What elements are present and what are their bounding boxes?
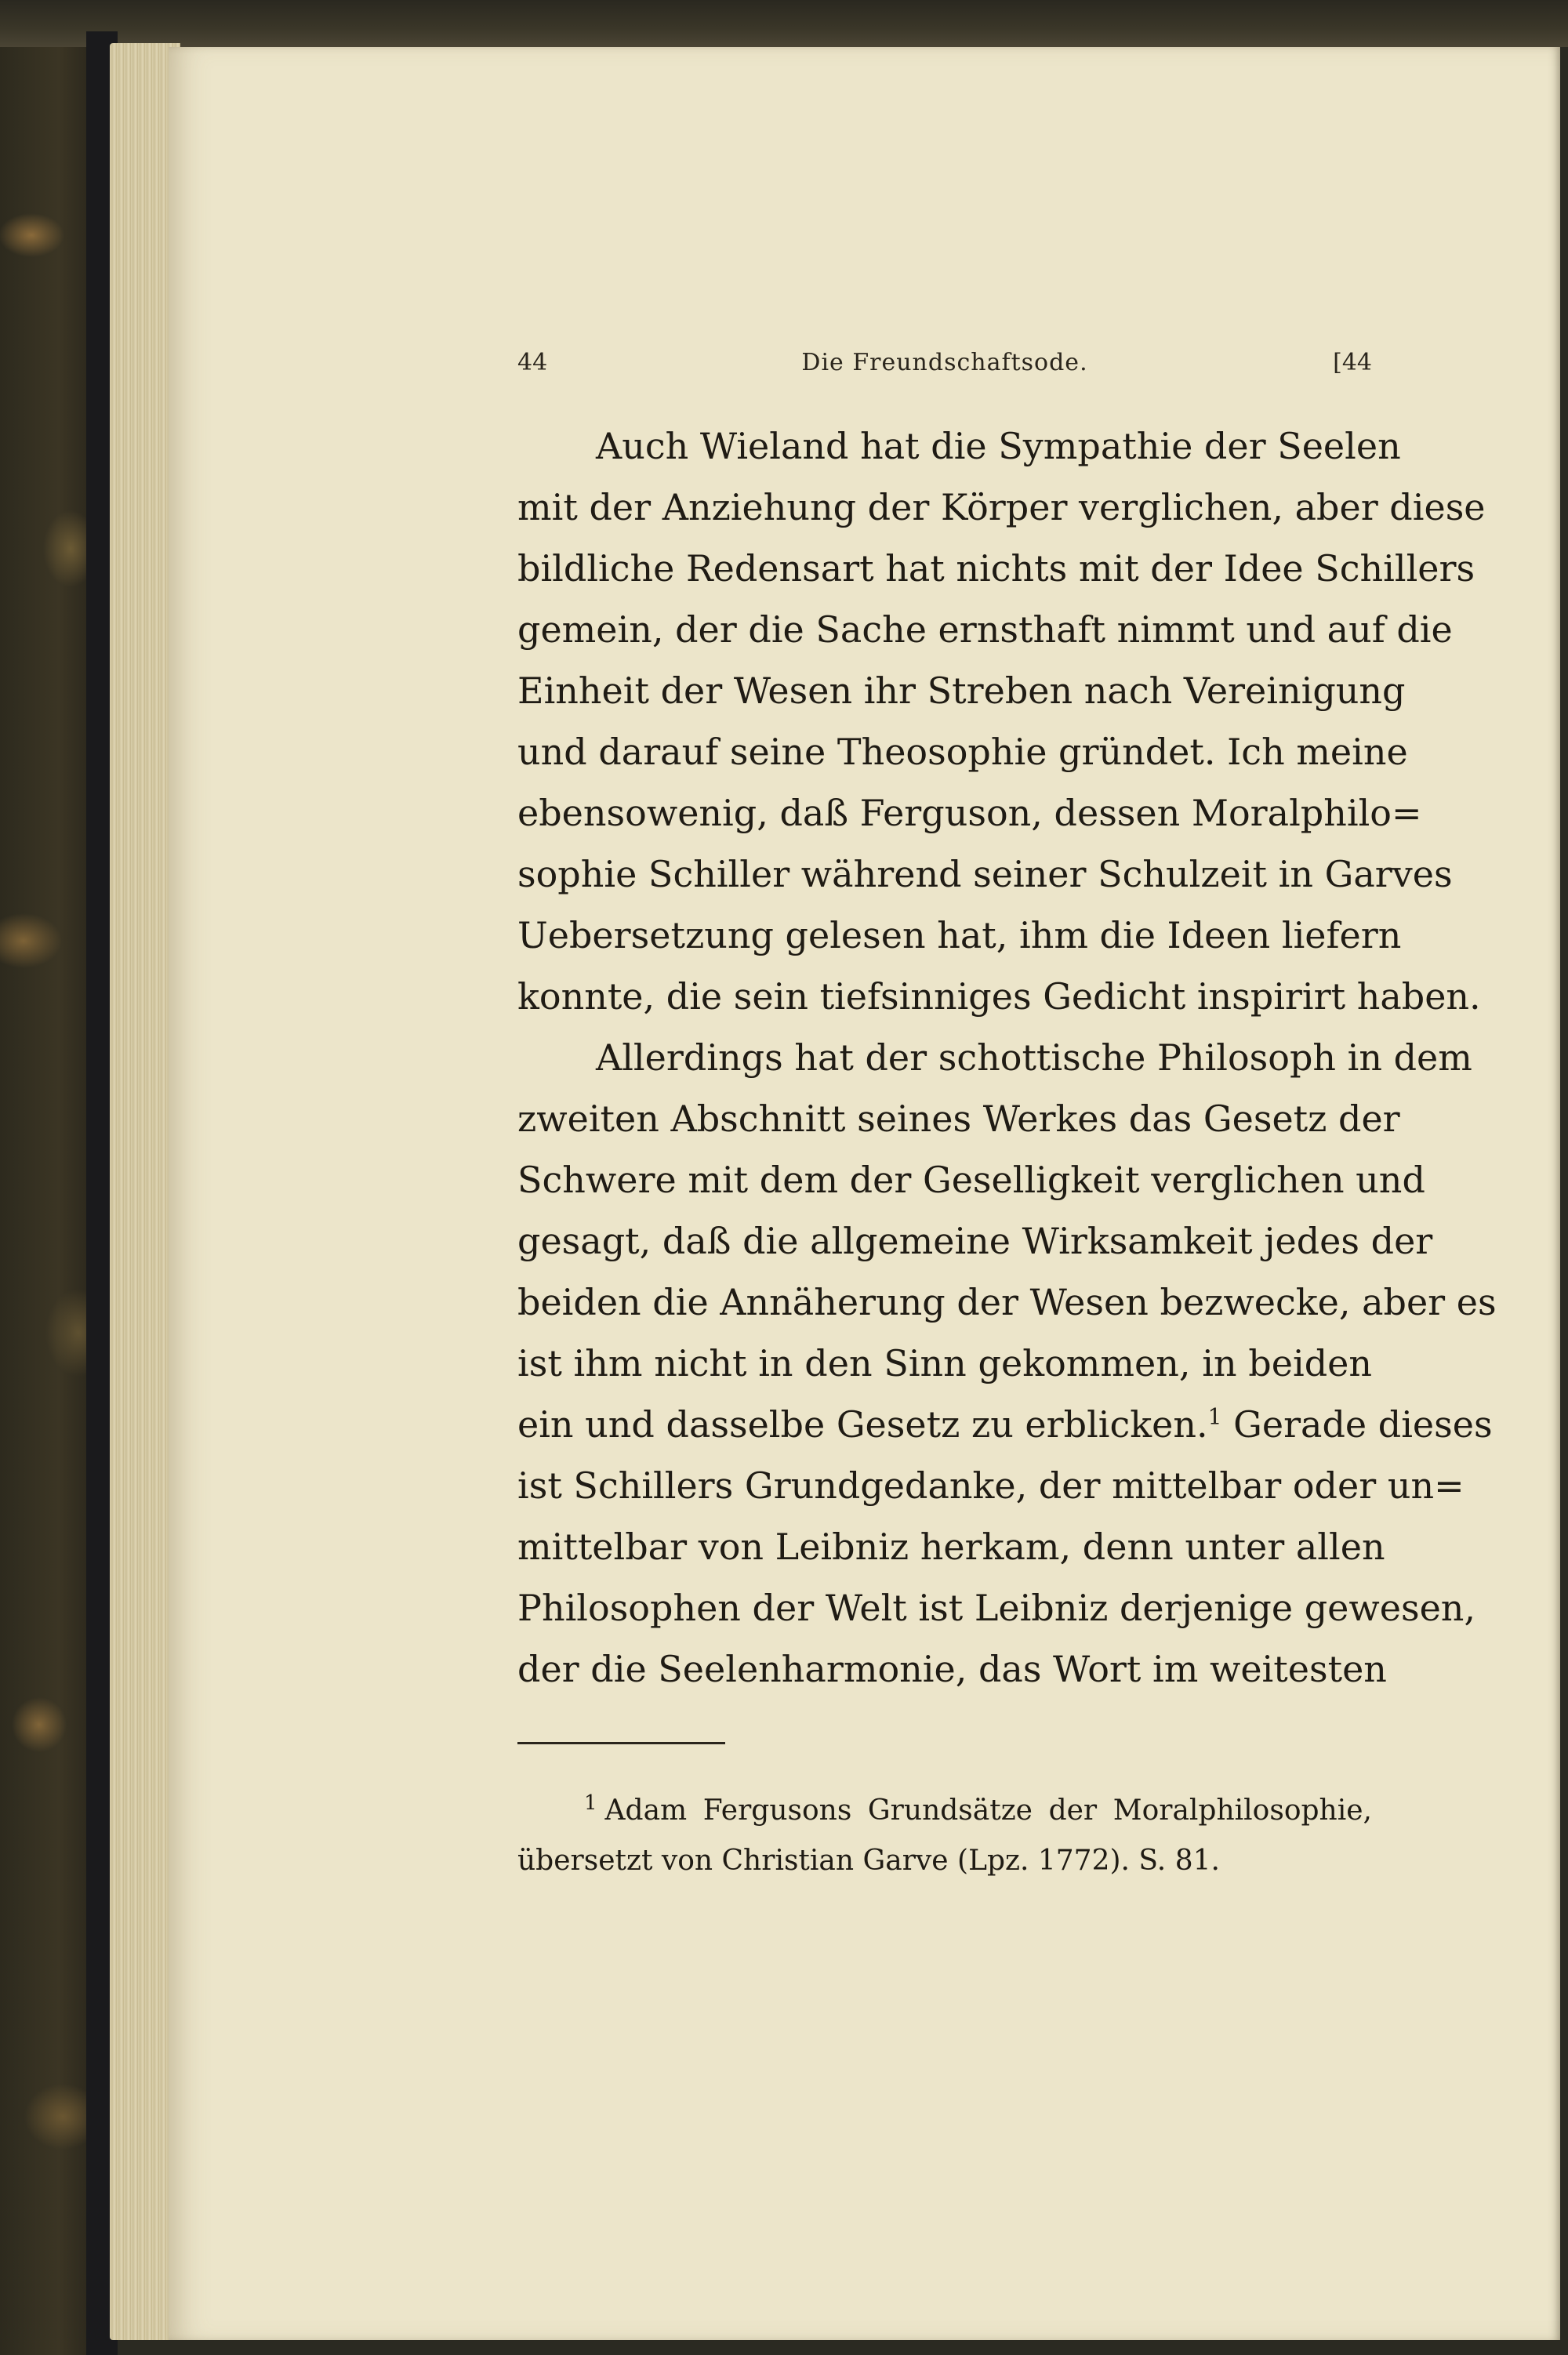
text-line: und darauf seine Theosophie gründet. Ich meine — [517, 731, 1408, 773]
text-line-segment: Gerade dieses — [1233, 1403, 1493, 1446]
text-line: sophie Schiller während seiner Schulzeit in Garves — [517, 853, 1453, 895]
text-line: Einheit der Wesen ihr Streben nach Vereinigung — [517, 669, 1406, 712]
footnote — [517, 1786, 1372, 1886]
text-line: gemein, der die Sache ernsthaft nimmt und auf die — [517, 608, 1453, 651]
text-line: Allerdings hat der schottische Philosoph in dem — [596, 1036, 1472, 1079]
footnote-text: Adam Fergusons Grundsätze der Moralphilosophie, — [604, 1794, 1372, 1827]
text-line: bildliche Redensart hat nichts mit der Idee Schillers — [517, 547, 1475, 590]
text-line: Auch Wieland hat die Sympathie der Seelen — [596, 425, 1401, 467]
text-line: Schwere mit dem der Geselligkeit verglichen und — [517, 1159, 1425, 1201]
text-line: der die Seelenharmonie, das Wort im weitesten — [517, 1648, 1387, 1690]
text-line-segment: ein und dasselbe Gesetz zu erblicken. — [517, 1403, 1208, 1446]
footnote-line — [517, 1786, 1372, 1836]
text-line: Uebersetzung gelesen hat, ihm die Ideen liefern — [517, 914, 1402, 956]
text-line: mit der Anziehung der Körper verglichen, aber diese — [517, 486, 1486, 528]
text-line: zweiten Abschnitt seines Werkes das Gesetz der — [517, 1098, 1400, 1140]
text-line-with-footnote-ref — [517, 1394, 1493, 1455]
page-number: 44 — [517, 349, 548, 376]
text-line: ist ihm nicht in den Sinn gekommen, in beiden — [517, 1342, 1372, 1384]
text-line: konnte, die sein tiefsinniges Gedicht inspirirt haben. — [517, 975, 1481, 1018]
running-title: Die Freundschaftsode. — [801, 349, 1088, 376]
footnote-line: übersetzt von Christian Garve (Lpz. 1772). S. 81. — [517, 1845, 1220, 1877]
body-text — [517, 415, 1497, 1700]
footnote-reference[interactable]: 1 — [1207, 1403, 1222, 1430]
text-line: mittelbar von Leibniz herkam, denn unter allen — [517, 1526, 1385, 1568]
book-top-edge — [0, 0, 1568, 47]
text-line: ebensowenig, daß Ferguson, dessen Moralphilo= — [517, 792, 1422, 834]
text-line: Philosophen der Welt ist Leibniz derjenige gewesen, — [517, 1587, 1476, 1629]
running-header — [517, 349, 1372, 380]
text-line: beiden die Annäherung der Wesen bezwecke, aber es — [517, 1281, 1497, 1323]
text-line: ist Schillers Grundgedanke, der mittelbar oder un= — [517, 1464, 1465, 1507]
bracket-page-number: [44 — [1333, 349, 1372, 376]
footnote-marker: 1 — [584, 1791, 597, 1815]
text-line: gesagt, daß die allgemeine Wirksamkeit jedes der — [517, 1220, 1433, 1262]
footnote-rule — [517, 1742, 725, 1744]
